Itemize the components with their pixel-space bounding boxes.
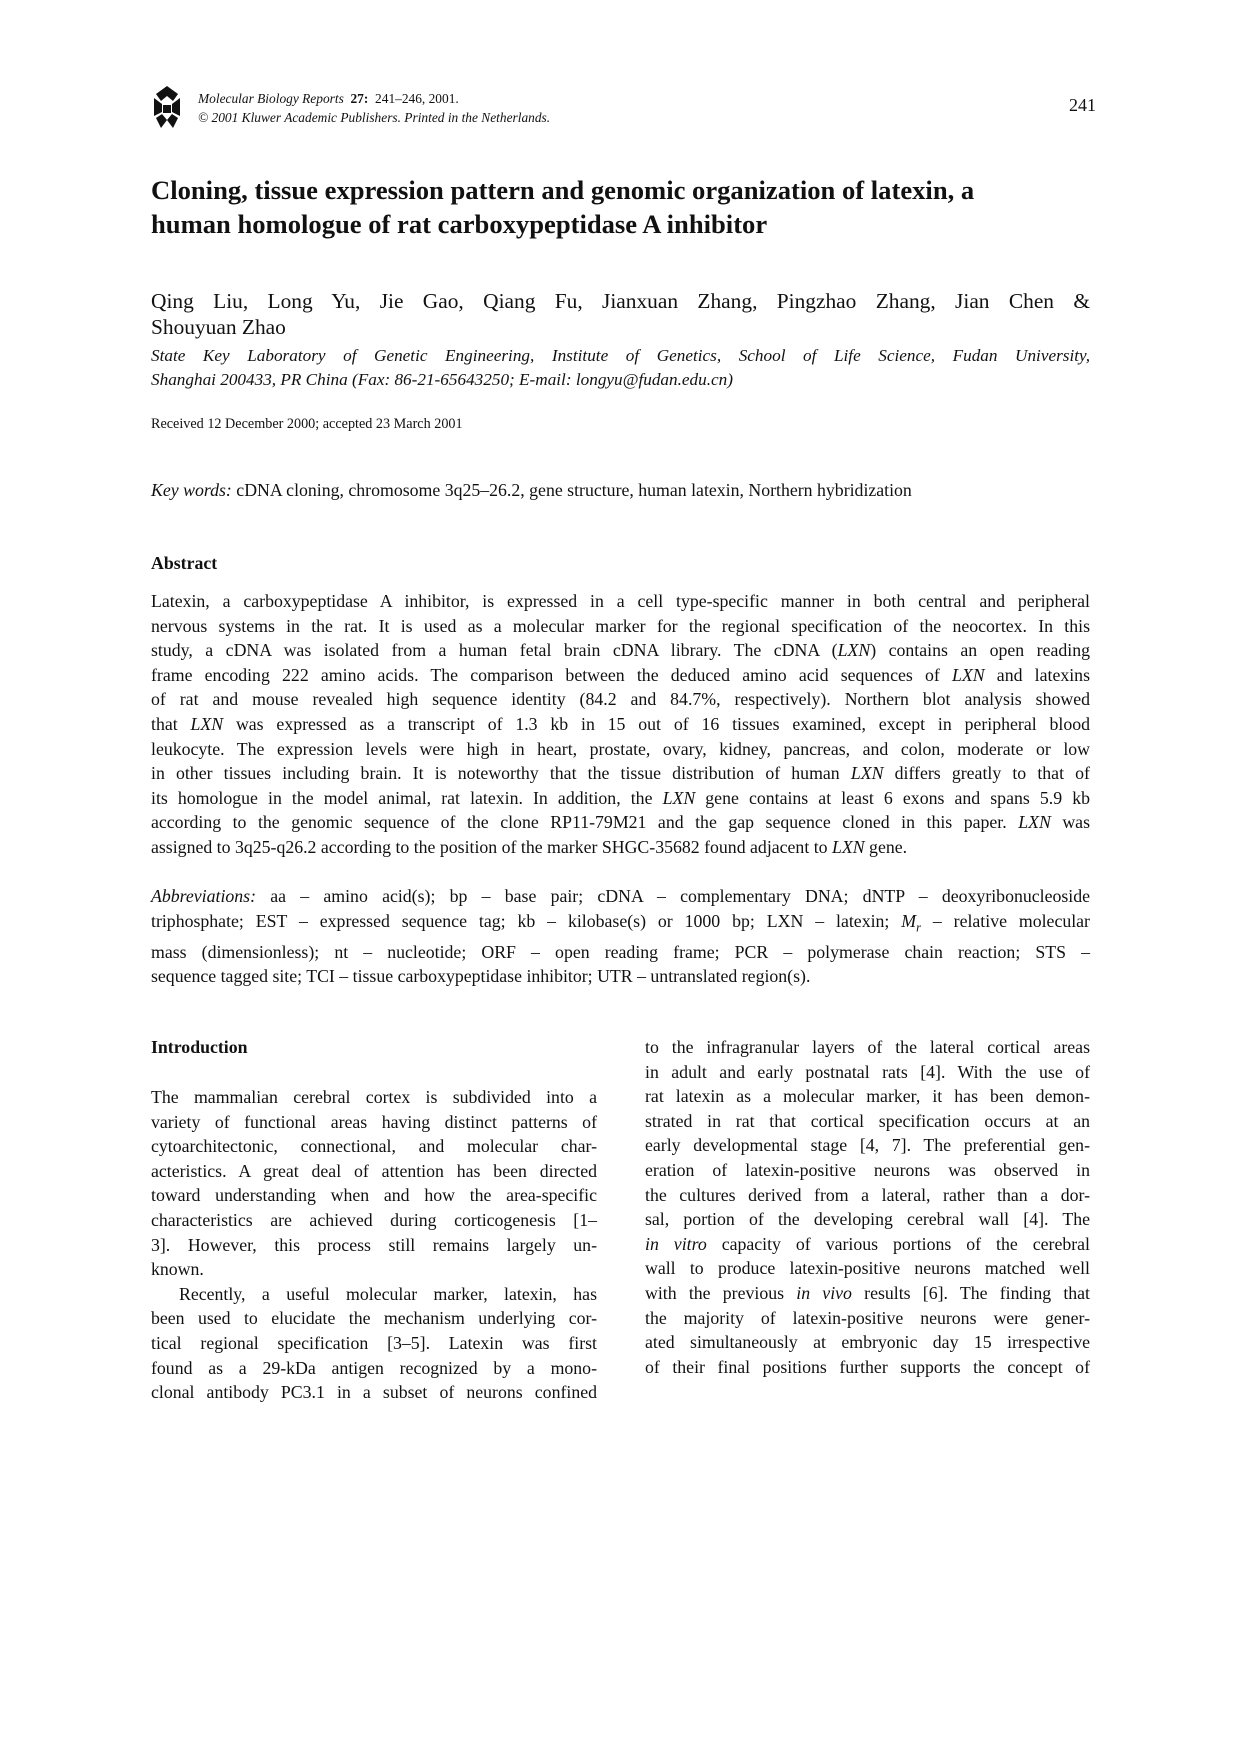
- abbreviations-line: mass (dimensionless); nt – nucleotide; ORF – open reading frame; PCR – polymerase chain reaction; STS –: [151, 941, 1090, 962]
- text-line: in adult and early postnatal rats [4]. With the use of: [645, 1061, 1090, 1082]
- text-line: sal, portion of the developing cerebral wall [4]. The: [645, 1209, 1090, 1230]
- abstract-line: that LXN was expressed as a transcript of 1.3 kb in 15 out of 16 tissues examined, except in peripheral blood: [151, 713, 1090, 734]
- text-line: been used to elucidate the mechanism underlying cor-: [151, 1308, 597, 1329]
- journal-name: Molecular Biology Reports: [198, 91, 344, 106]
- text-line: eration of latexin-positive neurons was observed in: [645, 1159, 1090, 1180]
- text-line: cytoarchitectonic, connectional, and molecular char-: [151, 1136, 597, 1157]
- text-line: strated in rat that cortical specification occurs at an: [645, 1110, 1090, 1131]
- text-line: Recently, a useful molecular marker, latexin, has: [179, 1283, 597, 1304]
- affiliation-line: Shanghai 200433, PR China (Fax: 86-21-65643250; E-mail: longyu@fudan.edu.cn): [151, 370, 733, 389]
- text-line: toward understanding when and how the area-specific: [151, 1185, 597, 1206]
- text-line: acteristics. A great deal of attention has been directed: [151, 1160, 597, 1181]
- abstract-line: in other tissues including brain. It is noteworthy that the tissue distribution of human LXN differs greatly to that of: [151, 763, 1090, 784]
- abstract-line: leukocyte. The expression levels were high in heart, prostate, ovary, kidney, pancreas, and colon, moderate or low: [151, 738, 1090, 759]
- introduction-heading: Introduction: [151, 1037, 248, 1057]
- introduction-column-right: [645, 1035, 1090, 1379]
- text-line: variety of functional areas having distinct patterns of: [151, 1111, 597, 1132]
- keywords: [151, 480, 1111, 501]
- abbreviations-line: triphosphate; EST – expressed sequence tag; kb – kilobase(s) or 1000 bp; LXN – latexin; $M_r$ – relative molecular: [151, 910, 1090, 935]
- text-line: the majority of latexin-positive neurons were gener-: [645, 1307, 1090, 1328]
- keywords-text: cDNA cloning, chromosome 3q25–26.2, gene structure, human latexin, Northern hybridization: [236, 480, 912, 500]
- abstract-line: Latexin, a carboxypeptidase A inhibitor, is expressed in a cell type-specific manner in both central and peripheral: [151, 591, 1090, 611]
- text-line: rat latexin as a molecular marker, it has been demon-: [645, 1086, 1090, 1107]
- text-line: ated simultaneously at embryonic day 15 irrespective: [645, 1332, 1090, 1353]
- text-line: known.: [151, 1259, 204, 1280]
- text-line: with the previous in vivo results [6]. The finding that: [645, 1282, 1090, 1303]
- paper-title: [151, 173, 1101, 241]
- abstract-line: its homologue in the model animal, rat latexin. In addition, the LXN gene contains at least 6 exons and spans 5.9 kb: [151, 787, 1090, 808]
- abstract-line: nervous systems in the rat. It is used as a molecular marker for the regional specification of the neocortex. In this: [151, 615, 1090, 636]
- page-number: 241: [1069, 95, 1096, 115]
- text-line: to the infragranular layers of the lateral cortical areas: [645, 1037, 1090, 1057]
- text-line: wall to produce latexin-positive neurons matched well: [645, 1258, 1090, 1279]
- copyright-line: © 2001 Kluwer Academic Publishers. Printed in the Netherlands.: [198, 110, 551, 125]
- text-line: the cultures derived from a lateral, rather than a dor-: [645, 1184, 1090, 1205]
- keywords-label: Key words:: [151, 480, 232, 500]
- authors-line: Shouyuan Zhao: [151, 315, 286, 339]
- abstract-body: [151, 589, 1090, 860]
- abstract-line: of rat and mouse revealed high sequence identity (84.2 and 84.7%, respectively). Northern blot analysis showed: [151, 689, 1090, 710]
- text-line: 3]. However, this process still remains largely un-: [151, 1234, 597, 1255]
- abstract-line: frame encoding 222 amino acids. The comparison between the deduced amino acid sequences of LXN and latexins: [151, 664, 1090, 685]
- abstract-line: assigned to 3q25-q26.2 according to the position of the marker SHGC-35682 found adjacent to LXN gene.: [151, 836, 908, 857]
- text-line: of their final positions further supports the concept of: [645, 1356, 1090, 1377]
- abstract-line: according to the genomic sequence of the clone RP11-79M21 and the gap sequence cloned in this paper. LXN was: [151, 812, 1090, 833]
- abbreviations: [151, 884, 1090, 989]
- journal-pages: 241–246, 2001.: [375, 91, 459, 106]
- received-dates: Received 12 December 2000; accepted 23 March 2001: [151, 416, 463, 432]
- text-line: tical regional specification [3–5]. Latexin was first: [151, 1332, 597, 1353]
- journal-volume: 27:: [350, 91, 369, 106]
- text-line: found as a 29-kDa antigen recognized by a mono-: [151, 1357, 597, 1378]
- title-line: Cloning, tissue expression pattern and genomic organization of latexin, a: [151, 175, 975, 205]
- text-line: The mammalian cerebral cortex is subdivided into a: [151, 1087, 597, 1107]
- abbreviations-line: sequence tagged site; TCI – tissue carboxypeptidase inhibitor; UTR – untranslated region(s).: [151, 966, 811, 987]
- kluwer-logo-icon: [152, 84, 182, 130]
- affiliation: [151, 344, 1090, 392]
- authors-line: Qing Liu, Long Yu, Jie Gao, Qiang Fu, Jianxuan Zhang, Pingzhao Zhang, Jian Chen &: [151, 289, 1090, 313]
- abstract-heading: Abstract: [151, 553, 218, 573]
- text-line: early developmental stage [4, 7]. The preferential gen-: [645, 1135, 1090, 1156]
- affiliation-line: State Key Laboratory of Genetic Engineering, Institute of Genetics, School of Life Science, Fudan University,: [151, 346, 1090, 365]
- title-line: human homologue of rat carboxypeptidase A inhibitor: [151, 209, 768, 239]
- introduction-column-left: [151, 1085, 597, 1405]
- journal-citation: [198, 89, 550, 127]
- text-line: in vitro capacity of various portions of the cerebral: [645, 1233, 1090, 1254]
- abstract-line: study, a cDNA was isolated from a human fetal brain cDNA library. The cDNA (LXN) contains an open reading: [151, 640, 1090, 661]
- text-line: clonal antibody PC3.1 in a subset of neurons confined: [151, 1382, 597, 1403]
- text-line: characteristics are achieved during corticogenesis [1–: [151, 1209, 597, 1230]
- abbreviations-line: Abbreviations: aa – amino acid(s); bp – base pair; cDNA – complementary DNA; dNTP – deoxyribonucleoside: [151, 886, 1090, 906]
